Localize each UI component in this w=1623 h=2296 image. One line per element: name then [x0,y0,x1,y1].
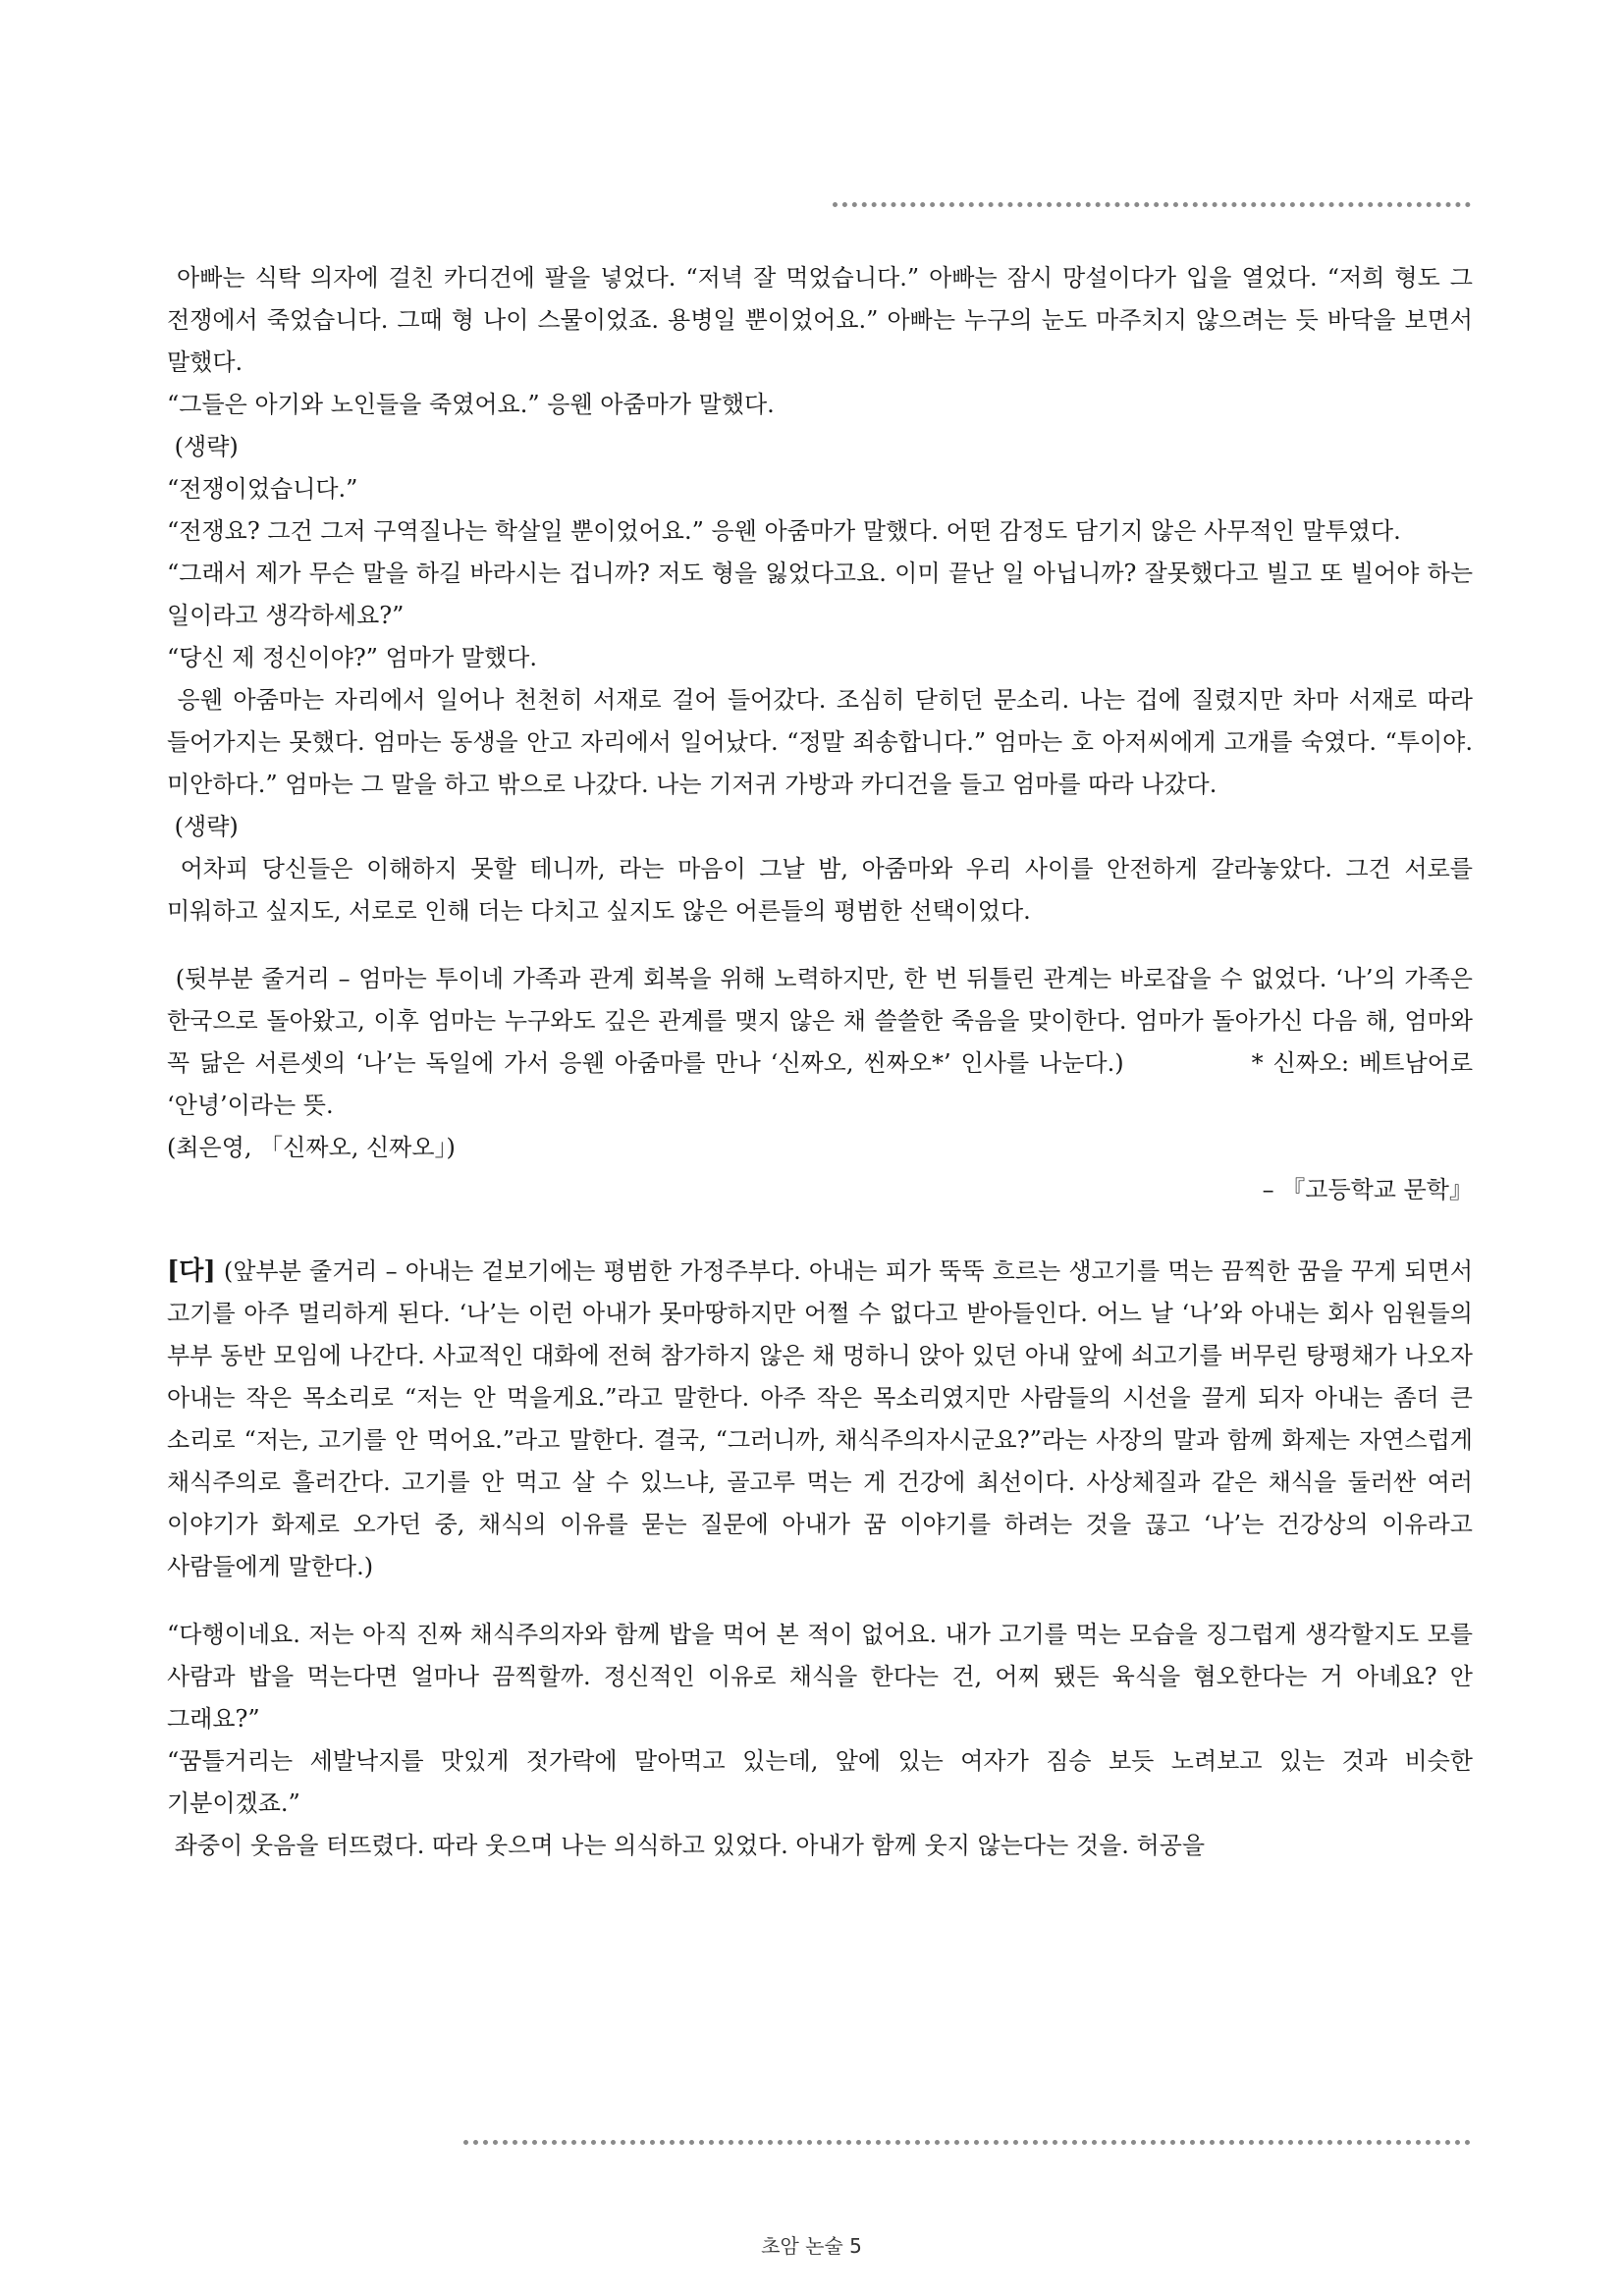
citation: (최은영, 「신짜오, 신짜오」) [167,1134,456,1161]
top-dotted-rule [833,202,1471,207]
section-da-summary: [다] (앞부분 줄거리 – 아내는 겉보기에는 평범한 가정주부다. 아내는 피가 뚝뚝 흐르는 생고기를 먹는 끔찍한 꿈을 꾸게 되면서 고기를 아주 멀리하게 된다. ‘나’는 이런 아내가 못마땅하지만 어쩔 수 없다고 받아들인다. 어느 날 ‘나’와 아내는 회사 임원들의 부부 동반 모임에 나간다. 사교적인 대화에 전혀 참가하지 않은 채 멍하니 앉아 있던 아내 앞에 쇠고기를 버무린 탕평채가 나오자 아내는 작은 목소리로 “저는 안 먹을게요.”라고 말한다. 아주 작은 목소리였지만 사람들의 시선을 끌게 되자 아내는 좀더 큰 소리로 “저는, 고기를 안 먹어요.”라고 말한다. 결국, “그러니까, 채식주의자시군요?”라는 사장의 말과 함께 화제는 자연스럽게 채식주의로 흘러간다. 고기를 안 먹고 살 수 있느냐, 골고루 먹는 게 건강에 최선이다. 사상체질과 같은 채식을 둘러싼 여러 이야기가 화제로 오가던 중, 채식의 이유를 묻는 질문에 아내가 꿈 이야기를 하려는 것을 끊고 ‘나’는 건강상의 이유라고 사람들에게 말한다.) [167,1256,1481,1580]
paragraph: “그래서 제가 무슨 말을 하길 바라시는 겁니까? 저도 형을 잃었다고요. 이미 끝난 일 아닙니까? 잘못했다고 빌고 또 빌어야 하는 일이라고 생각하세요?” [167,560,1481,629]
footnote: * 신짜오: 베트남어로 ‘안녕’이라는 뜻. [167,1049,1481,1119]
paragraph: 아빠는 식탁 의자에 걸친 카디건에 팔을 넣었다. “저녁 잘 먹었습니다.” 아빠는 잠시 망설이다가 입을 열었다. “저희 형도 그 전쟁에서 죽었습니다. 그때 형 나이 스물이었죠. 용병일 뿐이었어요.” 아빠는 누구의 눈도 마주치지 않으려는 듯 바닥을 보면서 말했다. [167,264,1481,376]
page-footer: 초암 논술 5 [761,2234,862,2258]
paragraph: “꿈틀거리는 세발낙지를 맛있게 젓가락에 말아먹고 있는데, 앞에 있는 여자가 짐승 보듯 노려보고 있는 것과 비슷한 기분이겠죠.” [167,1747,1481,1817]
page-content [167,257,1481,1867]
paragraph: “전쟁요? 그건 그저 구역질나는 학살일 뿐이었어요.” 응웬 아줌마가 말했다. 어떤 감정도 담기지 않은 사무적인 말투였다. [167,517,1401,545]
source-attribution: – 『고등학교 문학』 [1262,1176,1473,1203]
paragraph: “전쟁이었습니다.” [167,475,358,503]
paragraph: 좌중이 웃음을 터뜨렸다. 따라 웃으며 나는 의식하고 있었다. 아내가 함께 웃지 않는다는 것을. 허공을 [167,1832,1206,1859]
summary-after: (뒷부분 줄거리 – 엄마는 투이네 가족과 관계 회복을 위해 노력하지만, 한 번 뒤틀린 관계는 바로잡을 수 없었다. ‘나’의 가족은 한국으로 돌아왔고, 이후 엄마는 누구와도 깊은 관계를 맺지 않은 채 쓸쓸한 죽음을 맞이한다. 엄마가 돌아가신 다음 해, 엄마와 꼭 닮은 서른셋의 ‘나’는 독일에 가서 응웬 아줌마를 만나 ‘신짜오, 씬짜오*’ 인사를 나눈다.) * 신짜오: 베트남어로 ‘안녕’이라는 뜻. [167,965,1481,1119]
paragraph: “당신 제 정신이야?” 엄마가 말했다. [167,644,537,671]
paragraph: “다행이네요. 저는 아직 진짜 채식주의자와 함께 밥을 먹어 본 적이 없어요. 내가 고기를 먹는 모습을 징그럽게 생각할지도 모를 사람과 밥을 먹는다면 얼마나 끔찍할까. 정신적인 이유로 채식을 한다는 건, 어찌 됐든 육식을 혐오한다는 거 아녜요? 안 그래요?” [167,1621,1481,1733]
paragraph: (생략) [167,433,239,460]
bottom-dotted-rule [463,2140,1471,2145]
paragraph: (생략) [167,813,239,840]
paragraph: 어차피 당신들은 이해하지 못할 테니까, 라는 마음이 그날 밤, 아줌마와 우리 사이를 안전하게 갈라놓았다. 그건 서로를 미워하고 싶지도, 서로로 인해 더는 다치고 싶지도 않은 어른들의 평범한 선택이었다. [167,855,1481,925]
paragraph: 응웬 아줌마는 자리에서 일어나 천천히 서재로 걸어 들어갔다. 조심히 닫히던 문소리. 나는 겁에 질렸지만 차마 서재로 따라 들어가지는 못했다. 엄마는 동생을 안고 자리에서 일어났다. “정말 죄송합니다.” 엄마는 호 아저씨에게 고개를 숙였다. “투이야. 미안하다.” 엄마는 그 말을 하고 밖으로 나갔다. 나는 기저귀 가방과 카디건을 들고 엄마를 따라 나갔다. [167,686,1481,798]
section-label: [다] [167,1256,216,1286]
paragraph: “그들은 아기와 노인들을 죽였어요.” 응웬 아줌마가 말했다. [167,391,775,418]
